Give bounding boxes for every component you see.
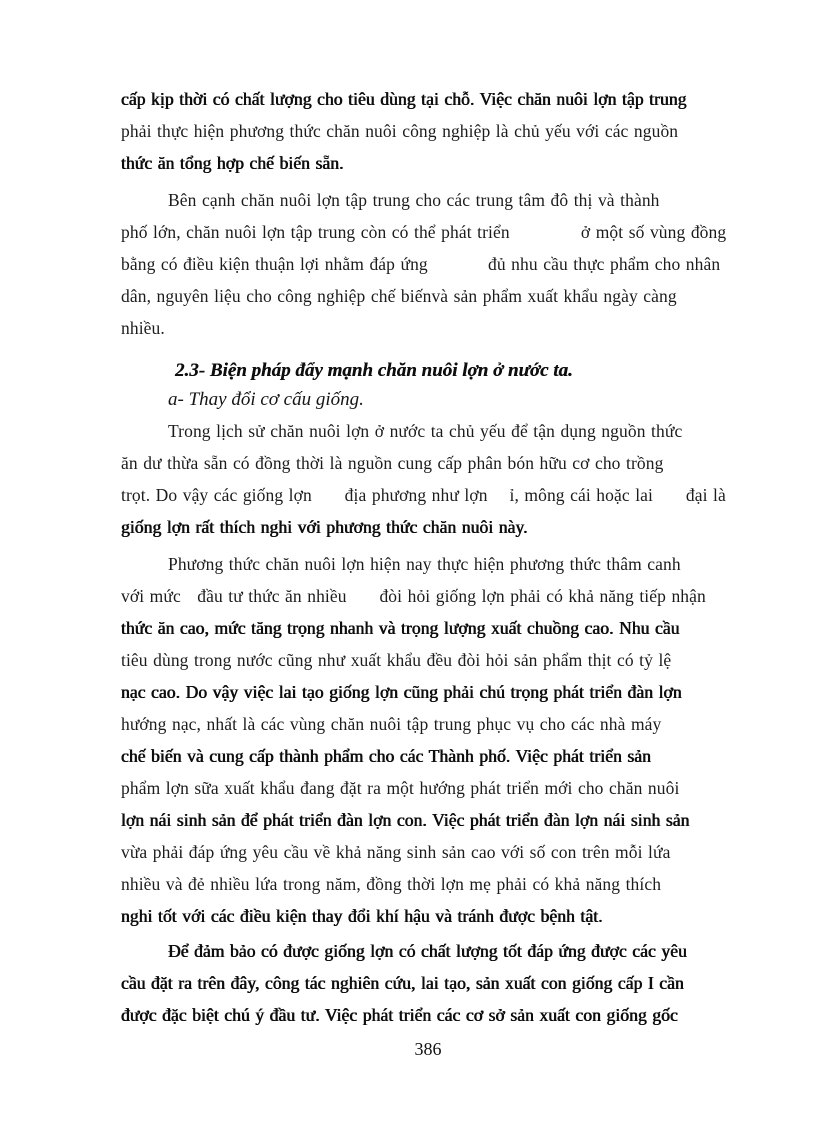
text-line: nạc cao. Do vậy việc lai tạo giống lợn cũng phải chú trọng phát triển đàn lợn xyxy=(121,682,682,702)
paragraph xyxy=(121,415,761,543)
text-line: vừa phải đáp ứng yêu cầu về khả năng sinh sản cao với số con trên mỗi lứa xyxy=(121,842,671,862)
text-line: tiêu dùng trong nước cũng như xuất khẩu đều đòi hỏi sản phẩm thịt có tỷ lệ xyxy=(121,650,672,670)
text-line: với mức đầu tư thức ăn nhiều đòi hỏi giống lợn phải có khả năng tiếp nhận xyxy=(121,586,706,606)
page-number: 386 xyxy=(414,1039,442,1059)
text-line: Phương thức chăn nuôi lợn hiện nay thực hiện phương thức thâm canh xyxy=(168,554,681,574)
text-line: Trong lịch sử chăn nuôi lợn ở nước ta chủ yếu để tận dụng nguồn thức xyxy=(168,421,683,441)
text-line: thức ăn cao, mức tăng trọng nhanh và trọng lượng xuất chuồng cao. Nhu cầu xyxy=(121,618,680,638)
text-line: hướng nạc, nhất là các vùng chăn nuôi tập trung phục vụ cho các nhà máy xyxy=(121,714,662,734)
text-line: cấp kịp thời có chất lượng cho tiêu dùng tại chỗ. Việc chăn nuôi lợn tập trung xyxy=(121,89,687,109)
page-content xyxy=(121,83,761,1061)
text-line: thức ăn tổng hợp chế biến sẵn. xyxy=(121,153,344,173)
section-heading: 2.3- Biện pháp đẩy mạnh chăn nuôi lợn ở nước ta. xyxy=(175,360,573,381)
text-line: lợn nái sinh sản để phát triển đàn lợn con. Việc phát triển đàn lợn nái sinh sản xyxy=(121,810,690,830)
text-line: nhiều. xyxy=(121,318,165,338)
text-line: Bên cạnh chăn nuôi lợn tập trung cho các trung tâm đô thị và thành xyxy=(168,190,660,210)
text-line: trọt. Do vậy các giống lợn địa phương như lợn ỉ, mông cái hoặc lai đại là xyxy=(121,485,726,505)
text-line: nhiều và đẻ nhiều lứa trong năm, đồng thời lợn mẹ phải có khả năng thích xyxy=(121,874,662,894)
text-line: phẩm lợn sữa xuất khẩu đang đặt ra một hướng phát triển mới cho chăn nuôi xyxy=(121,778,680,798)
text-line: cầu đặt ra trên đây, công tác nghiên cứu, lai tạo, sản xuất con giống cấp I cần xyxy=(121,973,684,993)
paragraph xyxy=(121,184,761,344)
paragraph xyxy=(121,548,761,932)
text-line: chế biến và cung cấp thành phẩm cho các Thành phố. Việc phát triển sản xyxy=(121,746,652,766)
paragraph xyxy=(121,83,761,179)
text-line: phố lớn, chăn nuôi lợn tập trung còn có thể phát triển ở một số vùng đồng xyxy=(121,222,727,242)
text-line: giống lợn rất thích nghi với phương thức chăn nuôi này. xyxy=(121,517,528,537)
text-line: được đặc biệt chú ý đầu tư. Việc phát triển các cơ sở sản xuất con giống gốc xyxy=(121,1005,678,1025)
paragraph xyxy=(121,935,761,1031)
text-line: bằng có điều kiện thuận lợi nhằm đáp ứng đủ nhu cầu thực phẩm cho nhân xyxy=(121,254,721,274)
text-line: nghi tốt với các điều kiện thay đổi khí hậu và tránh được bệnh tật. xyxy=(121,906,603,926)
text-line: phải thực hiện phương thức chăn nuôi công nghiệp là chủ yếu với các nguồn xyxy=(121,121,679,141)
text-line: dân, nguyên liệu cho công nghiệp chế biếnvà sản phẩm xuất khẩu ngày càng xyxy=(121,286,677,306)
text-line: Để đảm bảo có được giống lợn có chất lượng tốt đáp ứng được các yêu xyxy=(168,941,687,961)
subsection-heading: a- Thay đổi cơ cấu giống. xyxy=(168,389,364,410)
text-line: ăn dư thừa sẵn có đồng thời là nguồn cung cấp phân bón hữu cơ cho trồng xyxy=(121,453,664,473)
